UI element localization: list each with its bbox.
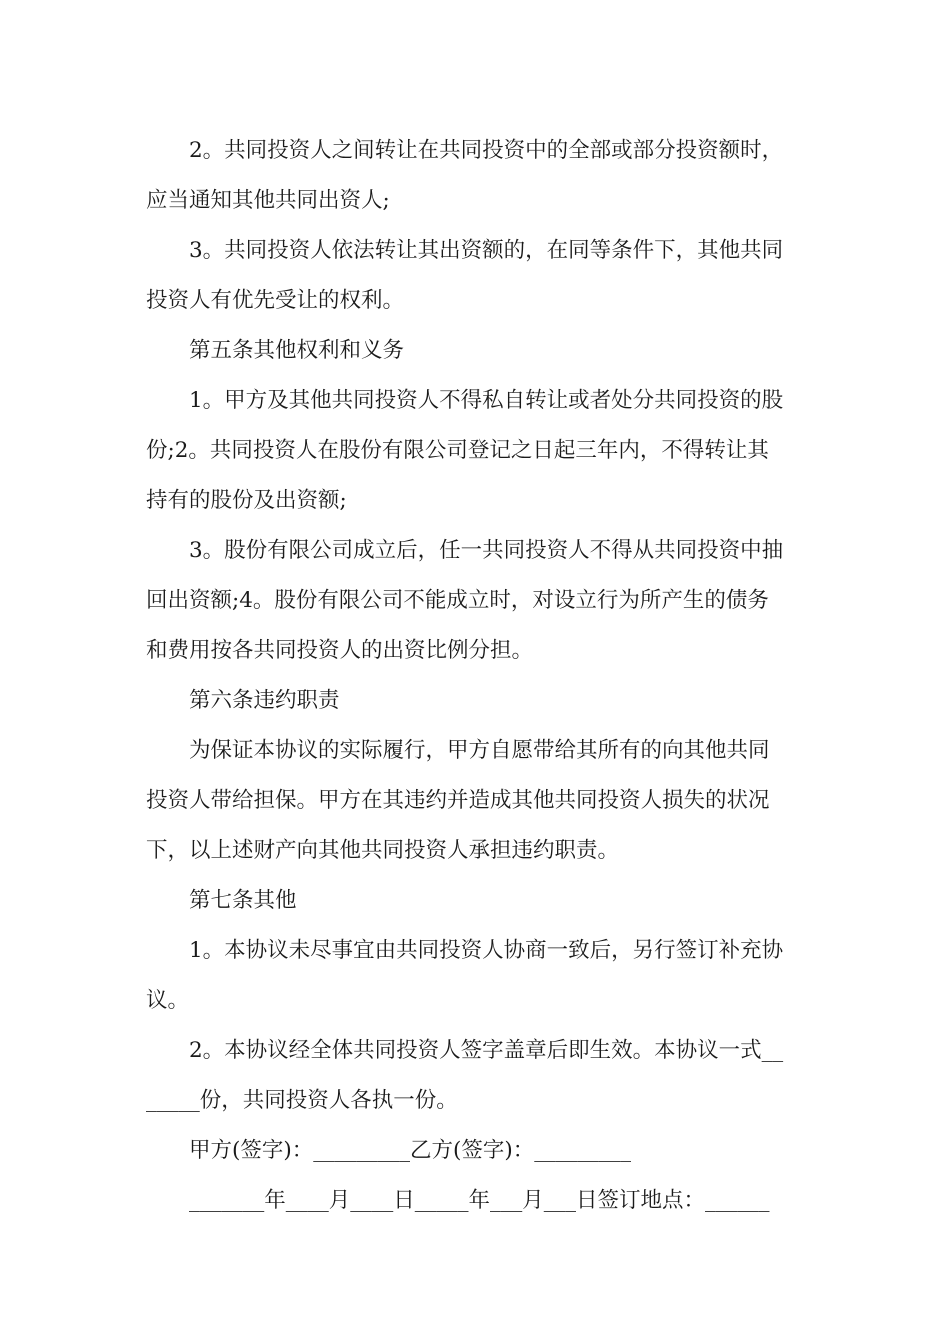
date-and-place-line: _______年____月____日_____年___月___日签订地点：______ (189, 1188, 770, 1213)
clause-4-item-2-line-2: 应当通知其他共同出资人; (146, 188, 390, 213)
clause-5-item-1-line-2: 份;2。共同投资人在股份有限公司登记之日起三年内，不得转让其 (146, 438, 769, 463)
clause-6-body-line-2: 投资人带给担保。甲方在其违约并造成其他共同投资人损失的状况 (146, 788, 770, 813)
clause-6-heading: 第六条违约职责 (189, 688, 340, 713)
clause-4-item-3-line-1: 3。共同投资人依法转让其出资额的，在同等条件下，其他共同 (189, 238, 784, 263)
clause-6-body-line-3: 下，以上述财产向其他共同投资人承担违约职责。 (146, 838, 620, 863)
clause-7-item-2-line-1: 2。本协议经全体共同投资人签字盖章后即生效。本协议一式__ (189, 1038, 784, 1063)
clause-4-item-3-line-2: 投资人有优先受让的权利。 (146, 288, 405, 313)
clause-5-item-4-line-3: 和费用按各共同投资人的出资比例分担。 (146, 638, 534, 663)
clause-7-item-2-line-2: _____份，共同投资人各执一份。 (146, 1088, 458, 1113)
clause-5-item-3-line-2: 回出资额;4。股份有限公司不能成立时，对设立行为所产生的债务 (146, 588, 769, 613)
clause-5-heading: 第五条其他权利和义务 (189, 338, 405, 363)
clause-5-item-1-line-1: 1。甲方及其他共同投资人不得私自转让或者处分共同投资的股 (189, 388, 784, 413)
clause-7-item-1-line-2: 议。 (146, 988, 190, 1013)
signature-line: 甲方(签字)：_________乙方(签字)：_________ (189, 1138, 632, 1163)
clause-5-item-2-line-3: 持有的股份及出资额; (146, 488, 347, 513)
clause-7-item-1-line-1: 1。本协议未尽事宜由共同投资人协商一致后，另行签订补充协 (189, 938, 784, 963)
clause-6-body-line-1: 为保证本协议的实际履行，甲方自愿带给其所有的向其他共同 (189, 738, 770, 763)
clause-7-heading: 第七条其他 (189, 888, 297, 913)
clause-4-item-2-line-1: 2。共同投资人之间转让在共同投资中的全部或部分投资额时， (189, 138, 784, 163)
clause-5-item-3-line-1: 3。股份有限公司成立后，任一共同投资人不得从共同投资中抽 (189, 538, 784, 563)
